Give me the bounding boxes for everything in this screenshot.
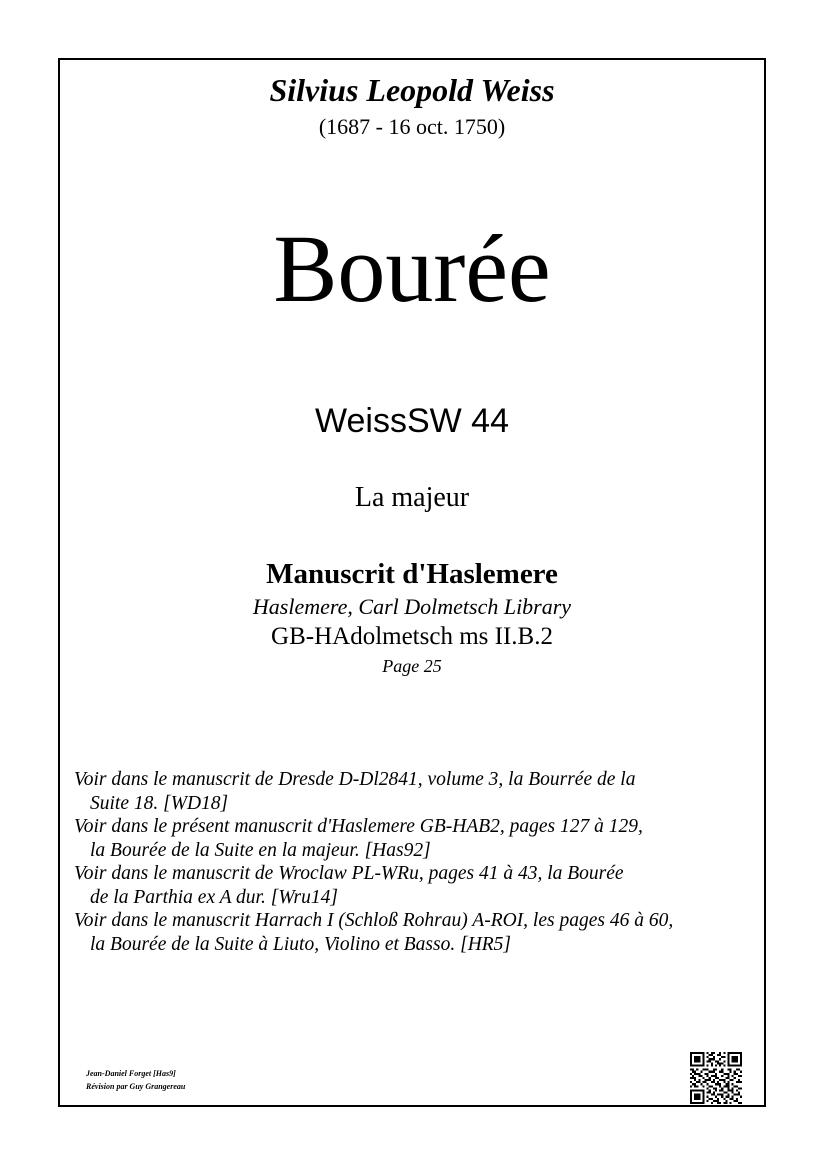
- note-item: [74, 768, 764, 815]
- qr-code-icon: [690, 1052, 742, 1104]
- manuscript-title: Manuscrit d'Haslemere: [266, 558, 558, 590]
- note-line: la Bourée de la Suite en la majeur. [Has92]: [90, 839, 431, 861]
- note-line: Voir dans le manuscrit de Dresde D-Dl2841, volume 3, la Bourrée de la: [74, 769, 636, 790]
- credits: [86, 1067, 185, 1093]
- note-line: de la Parthia ex A dur. [Wru14]: [90, 886, 338, 908]
- note-line: Voir dans le présent manuscrit d'Haslemere GB-HAB2, pages 127 à 129,: [74, 816, 643, 837]
- note-line: Suite 18. [WD18]: [90, 792, 229, 814]
- note-line: la Bourée de la Suite à Liuto, Violino et Basso. [HR5]: [90, 933, 512, 955]
- note-item: [74, 909, 764, 956]
- catalog-number: WeissSW 44: [315, 402, 509, 440]
- note-item: [74, 815, 764, 862]
- note-line: Voir dans le manuscrit Harrach I (Schloß Rohrau) A-ROI, les pages 46 à 60,: [74, 910, 674, 931]
- concordance-notes: [74, 768, 764, 956]
- revision-credit: Révision par Guy Grangereau: [86, 1082, 186, 1091]
- manuscript-shelfmark: GB-HAdolmetsch ms II.B.2: [271, 623, 553, 650]
- manuscript-page: Page 25: [382, 656, 442, 676]
- manuscript-library: Haslemere, Carl Dolmetsch Library: [252, 594, 572, 619]
- piece-key: La majeur: [354, 482, 470, 513]
- note-line: Voir dans le manuscrit de Wroclaw PL-WRu, pages 41 à 43, la Bourée: [74, 863, 624, 884]
- piece-title: Bourée: [273, 215, 551, 322]
- editor-credit: Jean-Daniel Forget [Has9]: [86, 1069, 176, 1078]
- note-item: [74, 862, 764, 909]
- composer-name: Silvius Leopold Weiss: [269, 72, 555, 108]
- composer-dates: (1687 - 16 oct. 1750): [318, 114, 506, 139]
